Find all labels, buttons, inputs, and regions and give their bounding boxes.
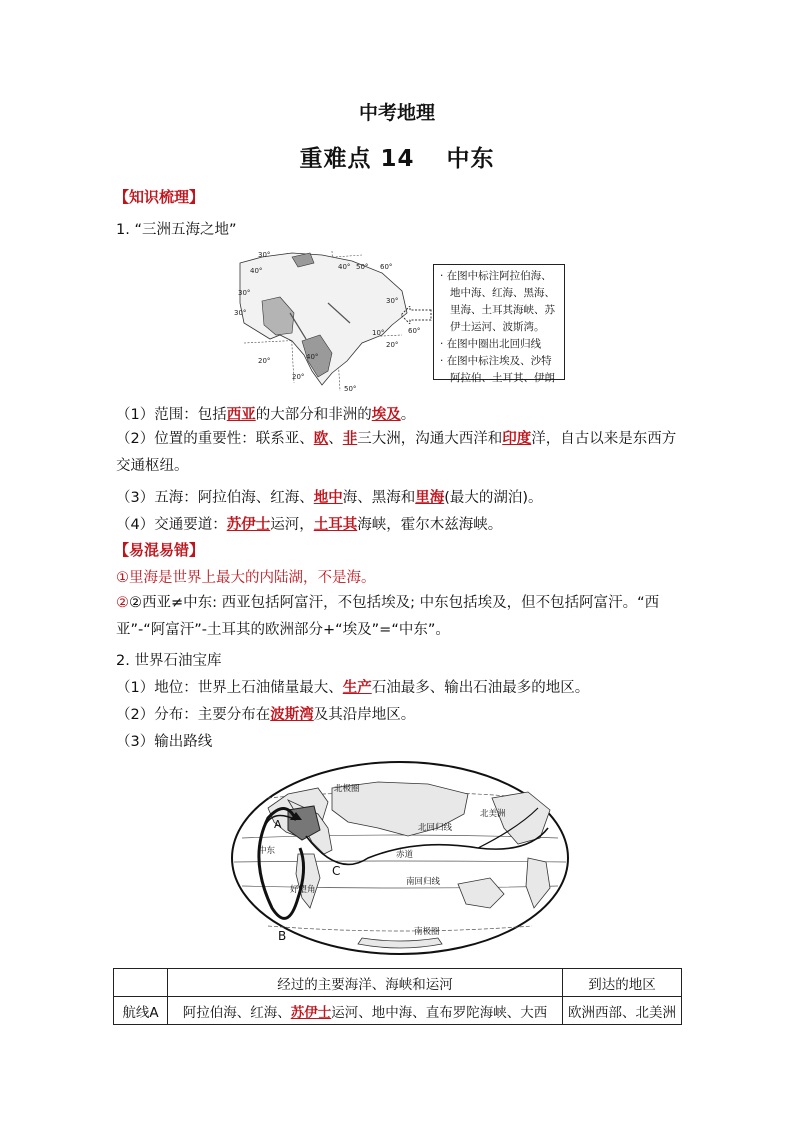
table-header-row <box>114 969 682 997</box>
keyword: 苏伊士 <box>226 517 271 533</box>
svg-text:40°: 40° <box>250 267 263 275</box>
confuse-symbol: ② <box>116 595 129 611</box>
svg-text:40°: 40° <box>338 263 351 271</box>
keyword: 波斯湾 <box>270 707 314 723</box>
svg-text:20°: 20° <box>292 373 305 381</box>
svg-text:北美洲: 北美洲 <box>480 809 506 819</box>
confuse-point-2: ②②西亚≠中东: 西亚包括阿富汗，不包括埃及; 中东包括埃及，但不包括阿富汗。“西亚”-“阿富汗”-土耳其的欧洲部分+“埃及”=“中东”。 <box>116 595 660 638</box>
routes-title: （3）输出路线 <box>116 734 213 750</box>
svg-text:中东: 中东 <box>258 846 276 856</box>
route-destination-cell: 欧洲西部、北美洲 <box>563 997 682 1025</box>
title-part1: 重难点 14 <box>299 146 415 172</box>
svg-text:30°: 30° <box>386 297 399 305</box>
svg-text:北回归线: 北回归线 <box>418 823 453 833</box>
table-header-cell: 经过的主要海洋、海峡和运河 <box>168 969 563 997</box>
page-title <box>0 140 794 173</box>
table-row <box>114 997 682 1025</box>
note-line: · 在图中标注阿拉伯海、 <box>440 270 552 282</box>
range-line: （1）范围：包括西亚的大部分和非洲的埃及。 <box>116 407 416 423</box>
item1-title: 1. “三洲五海之地” <box>116 222 237 238</box>
route-path-cell: 阿拉伯海、红海、苏伊士运河、地中海、直布罗陀海峡、大西 <box>168 997 563 1025</box>
map-task-notes <box>433 264 565 384</box>
keyword: 苏伊士 <box>290 1004 332 1021</box>
keyword: 非 <box>342 431 358 447</box>
note-line: · 在图中圈出北回归线 <box>440 338 542 350</box>
keyword: 生产 <box>342 680 372 696</box>
section-knowledge-heading: 【知识梳理】 <box>114 188 205 206</box>
svg-text:40°: 40° <box>306 353 319 361</box>
keyword: 埃及 <box>371 407 401 423</box>
route-table <box>113 968 682 1025</box>
svg-text:30°: 30° <box>234 309 247 317</box>
keyword: 地中 <box>313 490 343 506</box>
route-name-cell: 航线A <box>114 997 168 1025</box>
status-line: （1）地位：世界上石油储量最大、生产石油最多、输出石油最多的地区。 <box>116 680 590 696</box>
svg-text:B: B <box>278 929 287 943</box>
svg-text:北极圈: 北极圈 <box>334 784 360 794</box>
svg-text:南回归线: 南回归线 <box>406 877 441 887</box>
svg-text:20°: 20° <box>258 357 271 365</box>
note-line: 地中海、红海、黑海、 <box>450 287 555 299</box>
svg-text:南极圈: 南极圈 <box>414 927 440 937</box>
note-line: 伊士运河、波斯湾。 <box>450 321 545 333</box>
svg-text:30°: 30° <box>238 289 251 297</box>
seas-line: （3）五海：阿拉伯海、红海、地中海、黑海和里海(最大的湖泊)。 <box>116 490 543 506</box>
note-line: · 在图中标注埃及、沙特 <box>440 355 552 367</box>
item2-title: 2. 世界石油宝库 <box>116 653 222 669</box>
keyword: 印度 <box>502 431 532 447</box>
svg-text:20°: 20° <box>386 341 399 349</box>
traffic-line: （4）交通要道：苏伊士运河，土耳其海峡，霍尔木兹海峡。 <box>116 517 503 533</box>
svg-text:30°: 30° <box>258 251 271 259</box>
svg-text:60°: 60° <box>380 263 393 271</box>
keyword: 欧 <box>313 431 329 447</box>
distribution-line: （2）分布：主要分布在波斯湾及其沿岸地区。 <box>116 707 416 723</box>
svg-text:50°: 50° <box>356 263 369 271</box>
svg-text:C: C <box>332 864 341 878</box>
keyword: 西亚 <box>226 407 256 423</box>
svg-text:赤道: 赤道 <box>396 850 414 860</box>
title-part2: 中东 <box>446 146 495 172</box>
pointer-arrow-icon <box>400 306 432 324</box>
note-line: 里海、土耳其海峡、苏 <box>450 304 555 316</box>
table-header-cell: 到达的地区 <box>563 969 682 997</box>
confuse-point-1: ①里海是世界上最大的内陆湖，不是海。 <box>116 570 376 586</box>
table-header-cell <box>114 969 168 997</box>
section-confuse-heading: 【易混易错】 <box>114 541 205 559</box>
oil-routes-world-map <box>228 758 572 958</box>
keyword: 土耳其 <box>313 517 358 533</box>
position-paragraph: （2）位置的重要性：联系亚、欧、非三大洲，沟通大西洋和印度洋，自古以来是东西方交通枢纽。 <box>116 431 677 474</box>
svg-text:A: A <box>274 818 282 831</box>
svg-text:好望角: 好望角 <box>290 885 316 895</box>
svg-text:10°: 10° <box>372 329 385 337</box>
note-line: 阿拉伯、土耳其、伊朗 <box>450 372 555 384</box>
svg-text:60°: 60° <box>408 327 421 335</box>
keyword: 里海 <box>415 490 445 506</box>
svg-text:50°: 50° <box>344 385 357 393</box>
subject-title: 中考地理 <box>358 102 435 124</box>
